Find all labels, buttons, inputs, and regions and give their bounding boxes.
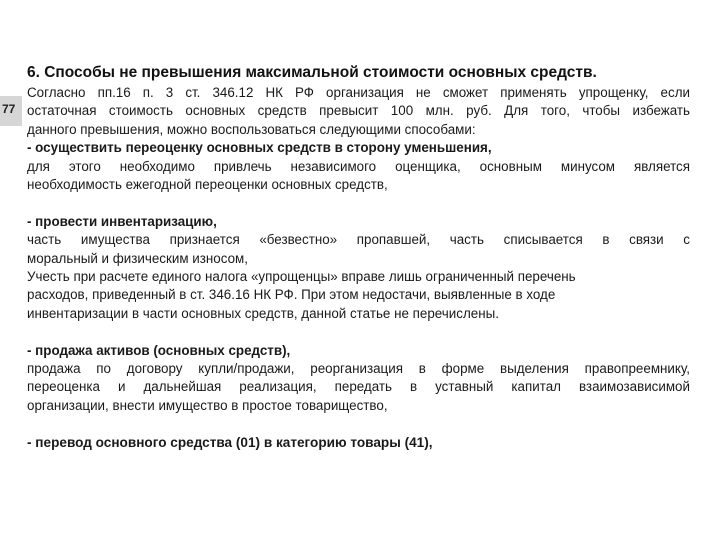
method-text: переоценка и дальнейшая реализация, передать в уставный капитал взаимозависимой — [27, 379, 690, 395]
method-heading-inventory: - провести инвентаризацию, — [27, 213, 217, 229]
intro-line: данного превышения, можно воспользоваться следующими способами: — [27, 121, 476, 137]
method-text: расходов, приведенный в ст. 346.16 НК РФ. При этом недостачи, выявленные в ходе — [27, 287, 556, 303]
page-number: 77 — [2, 102, 16, 116]
method-text: Учесть при расчете единого налога «упрощенцы» вправе лишь ограниченный перечень — [27, 269, 576, 285]
method-text: часть имущества признается «безвестно» пропавшей, часть списывается в связи с — [27, 232, 690, 248]
method-text: продажа по договору купли/продажи, реорганизация в форме выделения правопреемнику, — [27, 361, 690, 377]
method-heading-transfer-to-goods: - перевод основного средства (01) в категорию товары (41), — [27, 434, 433, 450]
method-text: инвентаризации в части основных средств, данной статье не перечислены. — [27, 305, 499, 321]
intro-line: Согласно пп.16 п. 3 ст. 346.12 НК РФ организация не сможет применять упрощенку, если — [27, 85, 690, 100]
method-heading-asset-sale: - продажа активов (основных средств), — [27, 342, 291, 358]
method-text: необходимость ежегодной переоценки основных средств, — [27, 177, 388, 193]
method-text: для этого необходимо привлечь независимого оценщика, основным минусом является — [27, 158, 690, 174]
method-heading-revaluation: - осуществить переоценку основных средств в сторону уменьшения, — [27, 140, 492, 156]
slide-title: 6. Способы не превышения максимальной стоимости основных средств. — [27, 64, 597, 81]
method-text: организации, внести имущество в простое товарищество, — [27, 397, 388, 413]
method-text: моральный и физическим износом, — [27, 250, 248, 266]
slide-body — [27, 84, 690, 452]
intro-line: остаточная стоимость основных средств превысит 100 млн. руб. Для того, чтобы избежать — [27, 103, 690, 119]
